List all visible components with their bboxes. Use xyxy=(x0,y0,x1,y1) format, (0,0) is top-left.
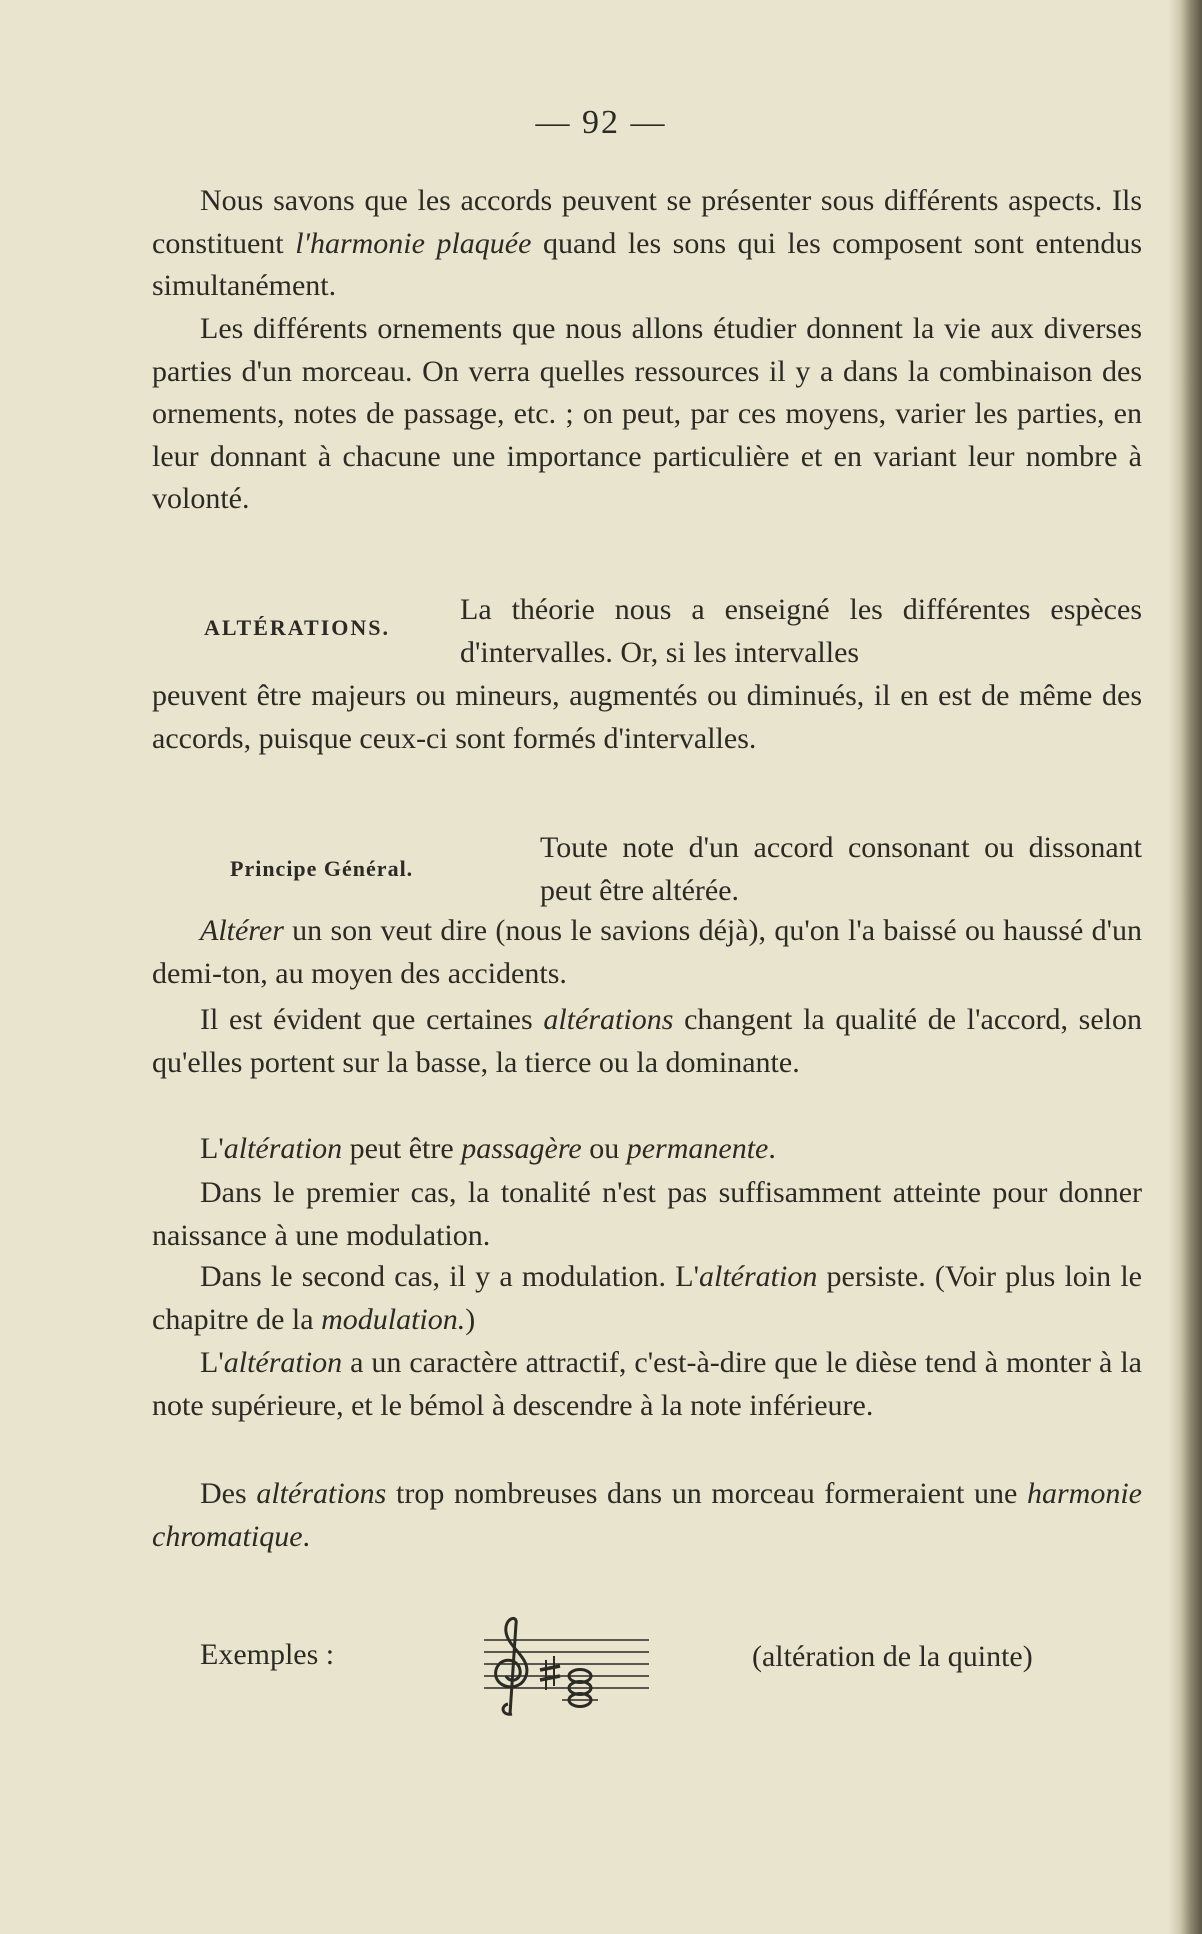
text: . xyxy=(302,1519,311,1553)
paragraph-nombreuses xyxy=(152,1473,1142,1558)
paragraph-attractif xyxy=(152,1342,1142,1427)
italic-text: modulation. xyxy=(321,1302,466,1336)
page-number: — 92 — xyxy=(535,104,667,141)
italic-text: altération xyxy=(223,1132,343,1165)
italic-text: altérations xyxy=(256,1477,387,1510)
text: persiste. (Voir plus loin le chapitre de la xyxy=(152,1260,1142,1336)
side-heading-alterations: ALTÉRATIONS. xyxy=(204,615,391,640)
sharp-accidental-icon xyxy=(540,1656,560,1690)
paragraph-premier-cas: Dans le premier cas, la tonalité n'est pas suffisamment atteinte pour donner naissance à une modulation. xyxy=(152,1176,1142,1252)
text: peut être xyxy=(342,1132,462,1165)
italic-text: l'harmonie plaquée xyxy=(295,226,532,260)
treble-clef-icon xyxy=(496,1618,527,1714)
italic-text: permanente xyxy=(626,1132,769,1165)
text: L' xyxy=(200,1346,224,1379)
text: Il est évident que certaines xyxy=(200,1003,544,1036)
text: trop nombreuses dans un morceau formeraient une xyxy=(386,1477,1027,1510)
paragraph-passagere xyxy=(152,1128,1142,1171)
text: . xyxy=(768,1132,776,1165)
text: quand les sons qui les composent sont entendus simultanément. xyxy=(152,226,1142,303)
text: Des xyxy=(200,1477,257,1510)
text: a un caractère attractif, c'est-à-dire que le dièse tend à monter à la note supérieure, et le bémol à descendre à la note inférieure. xyxy=(152,1346,1142,1422)
paragraph-second-cas xyxy=(152,1256,1142,1341)
example-label: Exemples : xyxy=(200,1638,335,1671)
music-staff-figure xyxy=(474,1614,654,1724)
paragraph-evident xyxy=(152,999,1142,1084)
text: changent la qualité de l'accord, selon qu'elles portent sur la basse, la tierce ou la dominante. xyxy=(152,1003,1142,1079)
italic-text: passagère xyxy=(461,1132,582,1165)
side-heading-principe-general: Principe Général. xyxy=(230,856,414,881)
example-note: (altération de la quinte) xyxy=(752,1640,1033,1673)
italic-text: altération xyxy=(223,1346,343,1379)
text: ou xyxy=(581,1132,627,1165)
italic-text: harmonie chromatique xyxy=(152,1477,1142,1553)
text: Dans le second cas, il y a modulation. L' xyxy=(200,1260,699,1293)
italic-text: altération xyxy=(699,1260,818,1293)
paragraph-alterer xyxy=(152,910,1142,995)
page-edge-shadow xyxy=(1168,0,1202,1934)
principe-side-text: Toute note d'un accord consonant ou dissonant peut être altérée. xyxy=(540,831,1142,907)
paragraph-intro xyxy=(152,180,1142,308)
paragraph-ornements: Les différents ornements que nous allons étudier donnent la vie aux diverses parties d'un morceau. On verra quelles ressources il y a dans la combinaison des ornements, notes de passage, etc. ; on peut, par ces moyens, varier les parties, en leur donnant à chacune une importance particulière et en variant leur nombre à volonté. xyxy=(152,312,1142,516)
text: L' xyxy=(200,1132,224,1165)
paragraph-alterations-continuation: peuvent être majeurs ou mineurs, augmentés ou diminués, il en est de même des accords, puisque ceux-ci sont formés d'intervalles. xyxy=(152,679,1142,755)
alterations-side-text: La théorie nous a enseigné les différentes espèces d'intervalles. Or, si les intervalles xyxy=(460,593,1142,669)
text: Nous savons que les accords peuvent se présenter sous différents aspects. Ils constituent xyxy=(152,184,1142,260)
italic-text: Altérer xyxy=(200,914,284,947)
italic-text: altérations xyxy=(543,1003,674,1036)
text: ) xyxy=(465,1302,476,1336)
text: un son veut dire (nous le savions déjà), qu'on l'a baissé ou haussé d'un demi-ton, au moyen des accidents. xyxy=(152,914,1142,990)
